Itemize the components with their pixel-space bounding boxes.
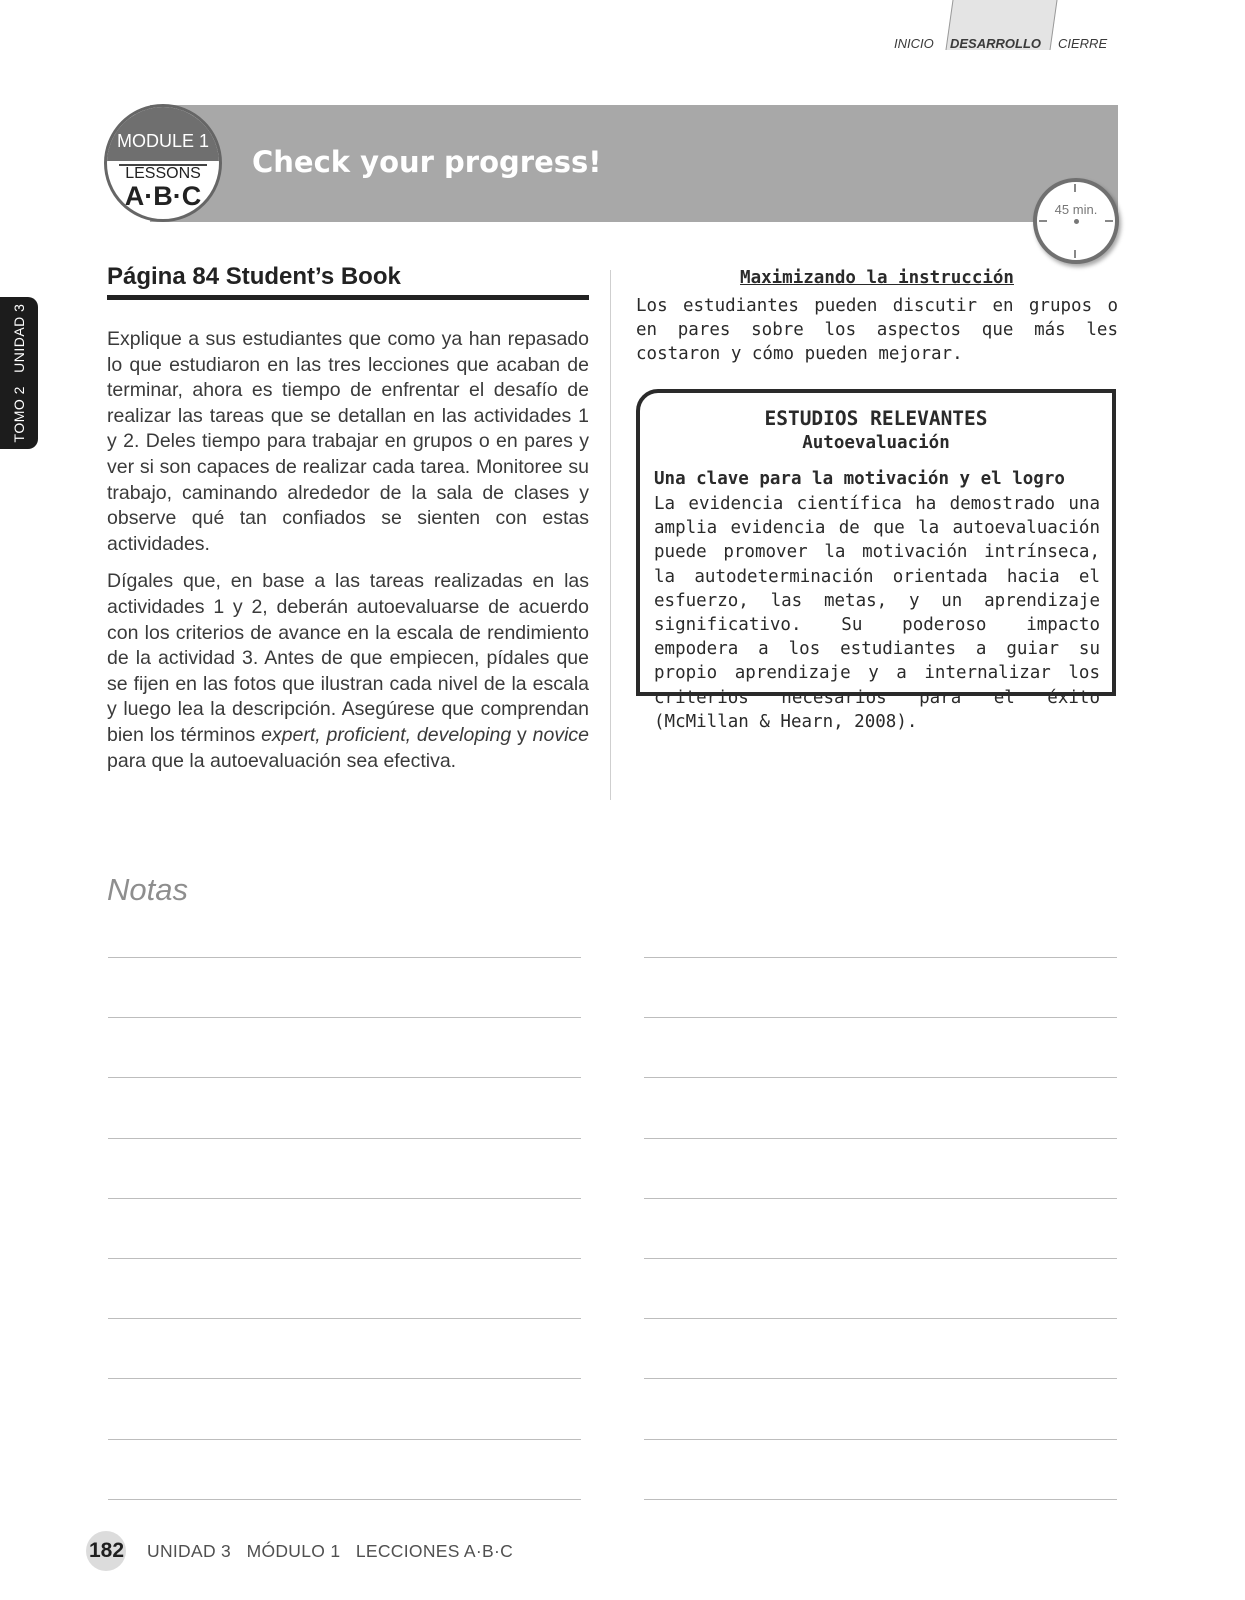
clock-center — [1074, 219, 1079, 224]
note-line — [108, 1258, 581, 1259]
novice-italic: novice — [532, 723, 590, 746]
badge-module: MODULE 1 — [116, 131, 210, 151]
note-line — [108, 957, 581, 958]
maximizing-heading: Maximizando la instrucción — [740, 268, 1014, 288]
page-number-label: 182 — [89, 1539, 125, 1562]
note-line — [108, 1439, 581, 1440]
note-line — [644, 1439, 1117, 1440]
note-line — [108, 1499, 581, 1500]
clock-label: 45 min. — [1054, 202, 1098, 217]
note-line — [108, 1378, 581, 1379]
maximizing-body: Los estudiantes pueden discutir en grupos o en pares sobre los aspectos que más les costaron y cómo pueden mejorar. — [636, 296, 1118, 364]
note-line — [644, 1198, 1117, 1199]
side-tab — [0, 297, 38, 449]
note-line — [644, 1258, 1117, 1259]
stage-cierre: CIERRE — [1058, 36, 1108, 51]
column-divider — [610, 270, 611, 800]
note-line — [108, 1138, 581, 1139]
stage-inicio: INICIO — [894, 36, 934, 51]
section-heading: Página 84 Student’s Book — [107, 263, 589, 300]
note-line — [644, 1077, 1117, 1078]
note-line — [108, 1077, 581, 1078]
studies-subtitle: Autoevaluación — [802, 433, 950, 453]
note-line — [644, 1017, 1117, 1018]
terms-italic: expert, proficient, developing — [261, 723, 512, 746]
badge-abc: A·B·C — [124, 181, 202, 211]
studies-box — [636, 389, 1116, 732]
note-line — [644, 1499, 1117, 1500]
page-number — [86, 1531, 126, 1571]
stage-nav — [880, 0, 1120, 60]
left-body — [107, 327, 589, 786]
notes-title: Notas — [107, 872, 188, 907]
note-line — [108, 1017, 581, 1018]
note-line — [644, 1378, 1117, 1379]
footer-text: UNIDAD 3 MÓDULO 1 LECCIONES A·B·C — [147, 1541, 514, 1561]
note-line — [644, 1318, 1117, 1319]
studies-body: La evidencia científica ha demostrado una amplia evidencia de que la autoevaluación puede promover la motivación intrínseca, la autodeterminación orientada hacia el esfuerzo, las metas, y un aprendizaje significativo. Su poderoso impacto empodera a los estudiantes a guiar su propio aprendizaje y a internalizar los criterios necesarios para el éxito (McMillan & Hearn, 2008). — [654, 494, 1100, 732]
note-line — [644, 1138, 1117, 1139]
studies-title: ESTUDIOS RELEVANTES — [764, 407, 988, 430]
badge-lessons: LESSONS — [125, 165, 201, 182]
paragraph-1: Explique a sus estudiantes que como ya han repasado lo que estudiaron en las tres lecciones que acaban de terminar, ahora es tiempo de enfrentar el desafío de realizar las tareas que se detallan en las actividades 1 y 2. Deles tiempo para trabajar en grupos o en pares y ver si son capaces de realizar cada tarea. Monitoree su trabajo, caminando alrededor de la sala de clases y observe qué tan confiados se sienten con estas actividades. — [107, 328, 589, 555]
stage-desarrollo: DESARROLLO — [950, 36, 1041, 51]
module-badge — [104, 104, 222, 222]
note-line — [108, 1318, 581, 1319]
page-title: Check your progress! — [252, 145, 602, 179]
side-tab-label: TOMO 2 UNIDAD 3 — [11, 303, 27, 443]
note-line — [644, 957, 1117, 958]
studies-lead: Una clave para la motivación y el logro — [654, 469, 1065, 489]
paragraph-2: Dígales que, en base a las tareas realizadas en las actividades 1 y 2, deberán autoevaluarse de acuerdo con los criterios de avance en la escala de rendimiento de la actividad 3. Antes de que empiecen, pídales que se fijen en las fotos que ilustran cada nivel de la escala y luego lea la descripción. Asegúrese que comprendan bien los términos expert, proficient, developing y novice para que la autoevaluación sea efectiva. — [107, 570, 590, 772]
note-line — [108, 1198, 581, 1199]
clock-icon — [1033, 178, 1119, 264]
